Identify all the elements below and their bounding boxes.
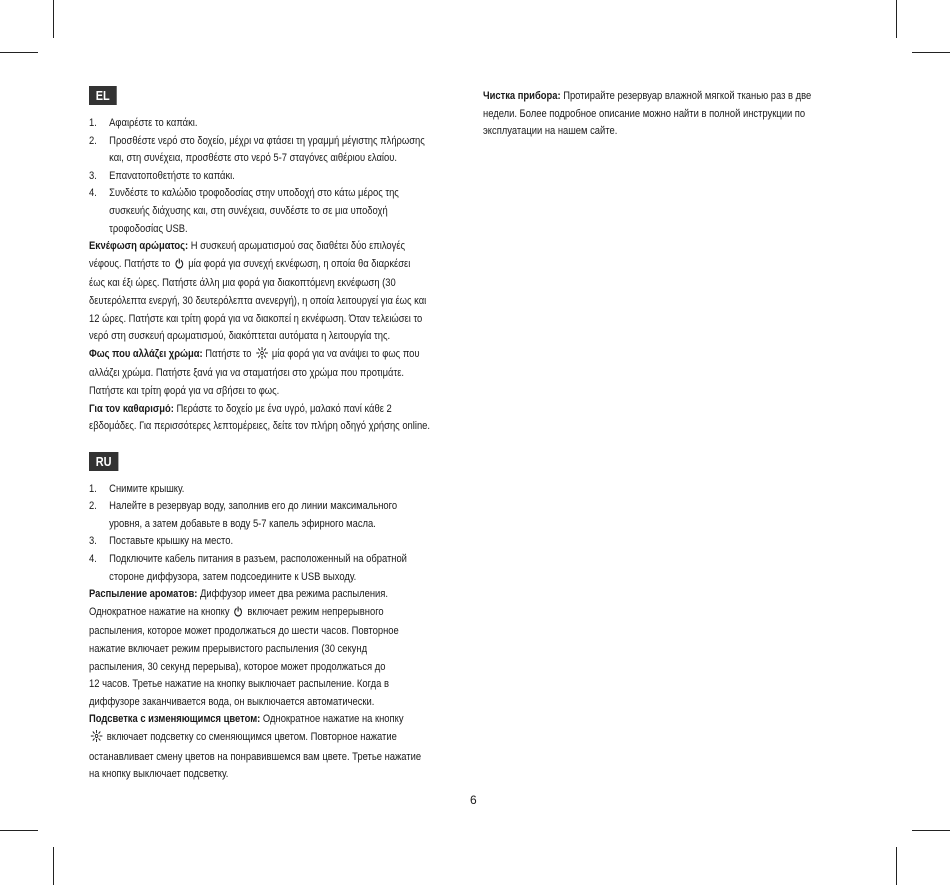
right-column	[483, 88, 863, 141]
paragraph-heading: Подсветка с изменяющимся цветом:	[89, 713, 261, 726]
crop-mark	[912, 52, 950, 53]
light-icon	[91, 730, 103, 749]
power-icon	[234, 606, 243, 624]
crop-mark	[896, 847, 897, 885]
list-item: 2. Налейте в резервуар воду, заполнив его до линии максимального уровня, а затем добавьте в воду 5-7 капель эфирного масла.	[89, 500, 398, 530]
paragraph-heading: Распыление ароматов:	[89, 588, 198, 601]
crop-mark	[53, 0, 54, 38]
crop-mark	[0, 52, 38, 53]
list-item: 3. Поставьте крышку на место.	[89, 535, 234, 548]
light-paragraph: Φως που αλλάζει χρώμα: Πατήστε το μία φορά για να ανάψει το φως που αλλάζει χρώμα. Πατήστε ξανά για να σταματήσει στο χρώμα που προτιμάτε. Πατήστε και τρίτη φορά για να σβήσει το φως.	[89, 347, 420, 397]
light-paragraph: Подсветка с изменяющимся цветом: Однократное нажатие на кнопку включает подсветку со сменяющимся цветом. Повторное нажатие останавливает смену цветов на понравившемся вам цвете. Третье нажатие на кнопку выключает подсветку.	[89, 713, 422, 781]
list-item: 3. Επανατοποθετήστε το καπάκι.	[89, 169, 235, 182]
crop-mark	[912, 830, 950, 831]
steps-list	[89, 115, 471, 238]
paragraph-heading: Για τον καθαρισμό:	[89, 402, 174, 415]
section-el	[89, 86, 471, 436]
list-item: 4. Подключите кабель питания в разъем, расположенный на обратной стороне диффузора, затем подсоедините к USB выходу.	[89, 553, 407, 583]
mist-paragraph: Εκνέφωση αρώματος: Η συσκευή αρωματισμού σας διαθέτει δύο επιλογές νέφους. Πατήστε το μία φορά για συνεχή εκνέφωση, η οποία θα διαρκέσει έως και έξι ώρες. Πατήστε άλλη μια φορά για διακοπτόμενη εκνέφωση (30 δευτερόλεπτα ενεργή, 30 δευτερόλεπτα ανενεργή), η οποία λειτουργεί για έως και 12 ώρες. Πατήστε και τρίτη φορά για να διακοπεί η εκνέφωση. Όταν τελειώσει το νερό στη συσκευή αρωματισμού, διακόπτεται αυτόματα η λειτουργία της.	[89, 240, 427, 343]
left-column	[89, 86, 471, 784]
language-badge: RU	[89, 452, 118, 471]
mist-paragraph: Распыление ароматов: Диффузор имеет два режима распыления. Однократное нажатие на кнопку включает режим непрерывного распыления, которое может продолжаться до шести часов. Повторное нажатие включает режим прерывистого распыления (30 секунд распыления, 30 секунд перерыва), которое может продолжаться до 12 часов. Третье нажатие на кнопку выключает распыление. Когда в диффузоре заканчивается вода, он выключается автоматически.	[89, 588, 399, 708]
crop-mark	[53, 847, 54, 885]
list-item: 2. Προσθέστε νερό στο δοχείο, μέχρι να φτάσει τη γραμμή μέγιστης πλήρωσης και, στη συνέχεια, προσθέστε στο νερό 5-7 σταγόνες αιθέριου ελαίου.	[89, 134, 425, 165]
list-item: 4. Συνδέστε το καλώδιο τροφοδοσίας στην υποδοχή στο κάτω μέρος της συσκευής διάχυσης και, στη συνέχεια, συνδέστε το σε μια υποδοχή τροφοδοσίας USB.	[89, 187, 399, 235]
crop-mark	[0, 830, 38, 831]
light-icon	[256, 347, 268, 366]
section-ru	[89, 452, 471, 784]
cleaning-paragraph: Чистка прибора: Протирайте резервуар влажной мягкой тканью раз в две недели. Более подробное описание можно найти в полной инструкции по эксплуатации на нашем сайте.	[483, 90, 812, 138]
paragraph-heading: Φως που αλλάζει χρώμα:	[89, 347, 203, 360]
paragraph-heading: Εκνέφωση αρώματος:	[89, 240, 189, 253]
list-item: 1. Αφαιρέστε το καπάκι.	[89, 117, 198, 129]
crop-mark	[896, 0, 897, 38]
power-icon	[175, 258, 184, 276]
steps-list	[89, 481, 471, 587]
page-number: 6	[470, 793, 477, 807]
list-item: 1. Снимите крышку.	[89, 482, 185, 495]
paragraph-heading: Чистка прибора:	[483, 90, 561, 102]
language-badge: EL	[89, 86, 116, 105]
cleaning-paragraph: Για τον καθαρισμό: Περάστε το δοχείο με ένα υγρό, μαλακό πανί κάθε 2 εβδομάδες. Για περισσότερες λεπτομέρειες, δείτε τον πλήρη οδηγό χρήσης online.	[89, 402, 431, 433]
